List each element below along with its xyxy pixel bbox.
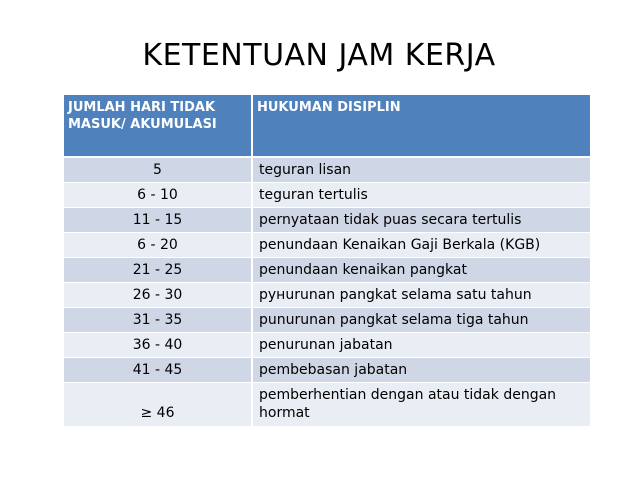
table-row [64,382,590,426]
table-row [64,282,590,307]
penalty-cell: pemberhentian dengan atau tidak dengan hormat [252,382,590,426]
penalty-cell: penurunan jabatan [252,332,590,357]
table-row [64,332,590,357]
discipline-table [64,95,590,427]
table-row [64,257,590,282]
days-cell: ≥ 46 [64,382,252,426]
days-cell: 6 - 20 [64,232,252,257]
penalty-cell: teguran tertulis [252,182,590,207]
penalty-cell: punurunan pangkat selama tiga tahun [252,307,590,332]
days-cell: 11 - 15 [64,207,252,232]
page-title: KETENTUAN JAM KERJA [142,38,496,73]
table-header-row [64,95,590,157]
header-days: JUMLAH HARI TIDAK MASUK/ AKUMULASI [64,95,252,157]
table-row [64,307,590,332]
penalty-cell: penundaan Kenaikan Gaji Berkala (KGB) [252,232,590,257]
table-row [64,182,590,207]
days-cell: 5 [64,157,252,182]
days-cell: 6 - 10 [64,182,252,207]
penalty-cell: pernyataan tidak puas secara tertulis [252,207,590,232]
days-cell: 36 - 40 [64,332,252,357]
days-cell: 31 - 35 [64,307,252,332]
days-cell: 21 - 25 [64,257,252,282]
table-row [64,207,590,232]
days-cell: 26 - 30 [64,282,252,307]
penalty-cell: pembebasan jabatan [252,357,590,382]
table-row [64,157,590,182]
penalty-cell: teguran lisan [252,157,590,182]
header-penalty: HUKUMAN DISIPLIN [252,95,590,157]
penalty-cell: pунurunan pangkat selama satu tahun [252,282,590,307]
penalty-cell: penundaan kenaikan pangkat [252,257,590,282]
table-row [64,357,590,382]
days-cell: 41 - 45 [64,357,252,382]
table-row [64,232,590,257]
